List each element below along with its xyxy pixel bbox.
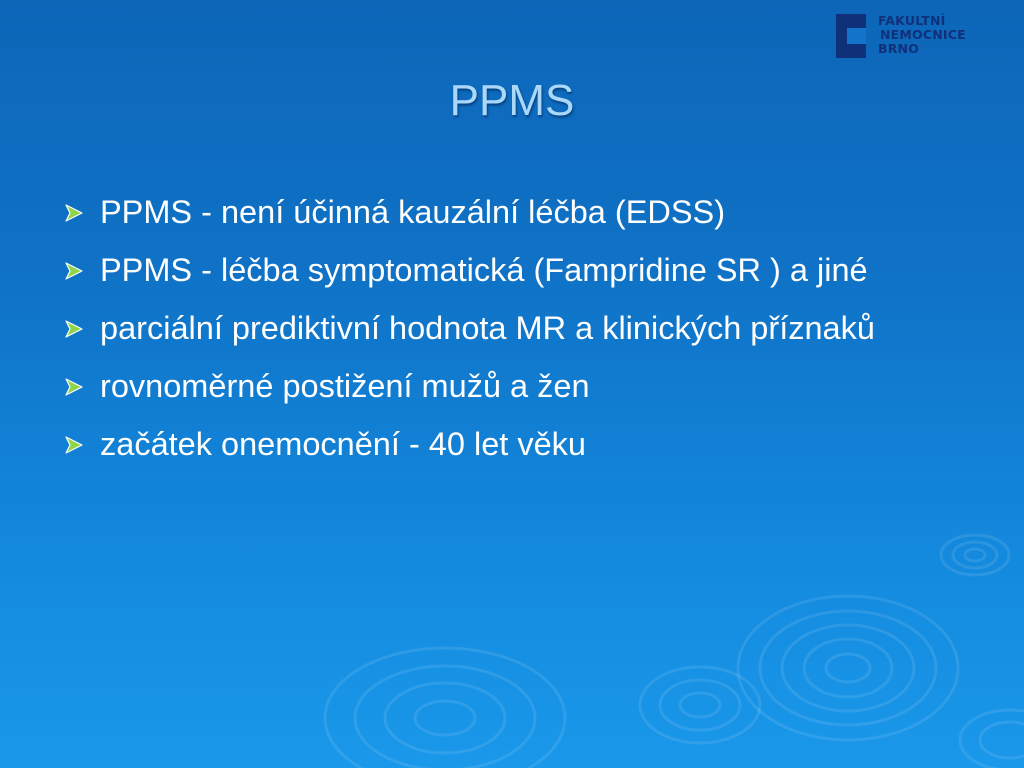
logo-line-1: FAKULTNÍ	[878, 13, 946, 28]
bullet-list	[62, 190, 962, 480]
bullet-item	[62, 306, 962, 350]
logo-line-3: BRNO	[878, 41, 920, 56]
bullet-item	[62, 422, 962, 466]
arrow-bullet-icon	[64, 377, 84, 397]
bullet-item	[62, 190, 962, 234]
arrow-bullet-icon	[64, 261, 84, 281]
logo-line-2: NEMOCNICE	[880, 27, 966, 42]
fnbrno-logo-mark-icon	[836, 14, 866, 58]
arrow-bullet-icon	[64, 319, 84, 339]
bullet-text: začátek onemocnění - 40 let věku	[100, 426, 586, 462]
bullet-item	[62, 364, 962, 408]
bullet-item	[62, 248, 962, 292]
bullet-text: PPMS - není účinná kauzální léčba (EDSS)	[100, 194, 726, 230]
bullet-text: PPMS - léčba symptomatická (Fampridine SR ) a jiné	[100, 252, 868, 288]
bullet-text: rovnoměrné postižení mužů a žen	[100, 368, 590, 404]
slide-title: PPMS	[449, 76, 575, 125]
arrow-bullet-icon	[64, 203, 84, 223]
logo-text	[878, 14, 1016, 56]
bullet-text: parciální prediktivní hodnota MR a klinických příznaků	[100, 310, 875, 346]
arrow-bullet-icon	[64, 435, 84, 455]
hospital-logo	[836, 14, 1016, 60]
